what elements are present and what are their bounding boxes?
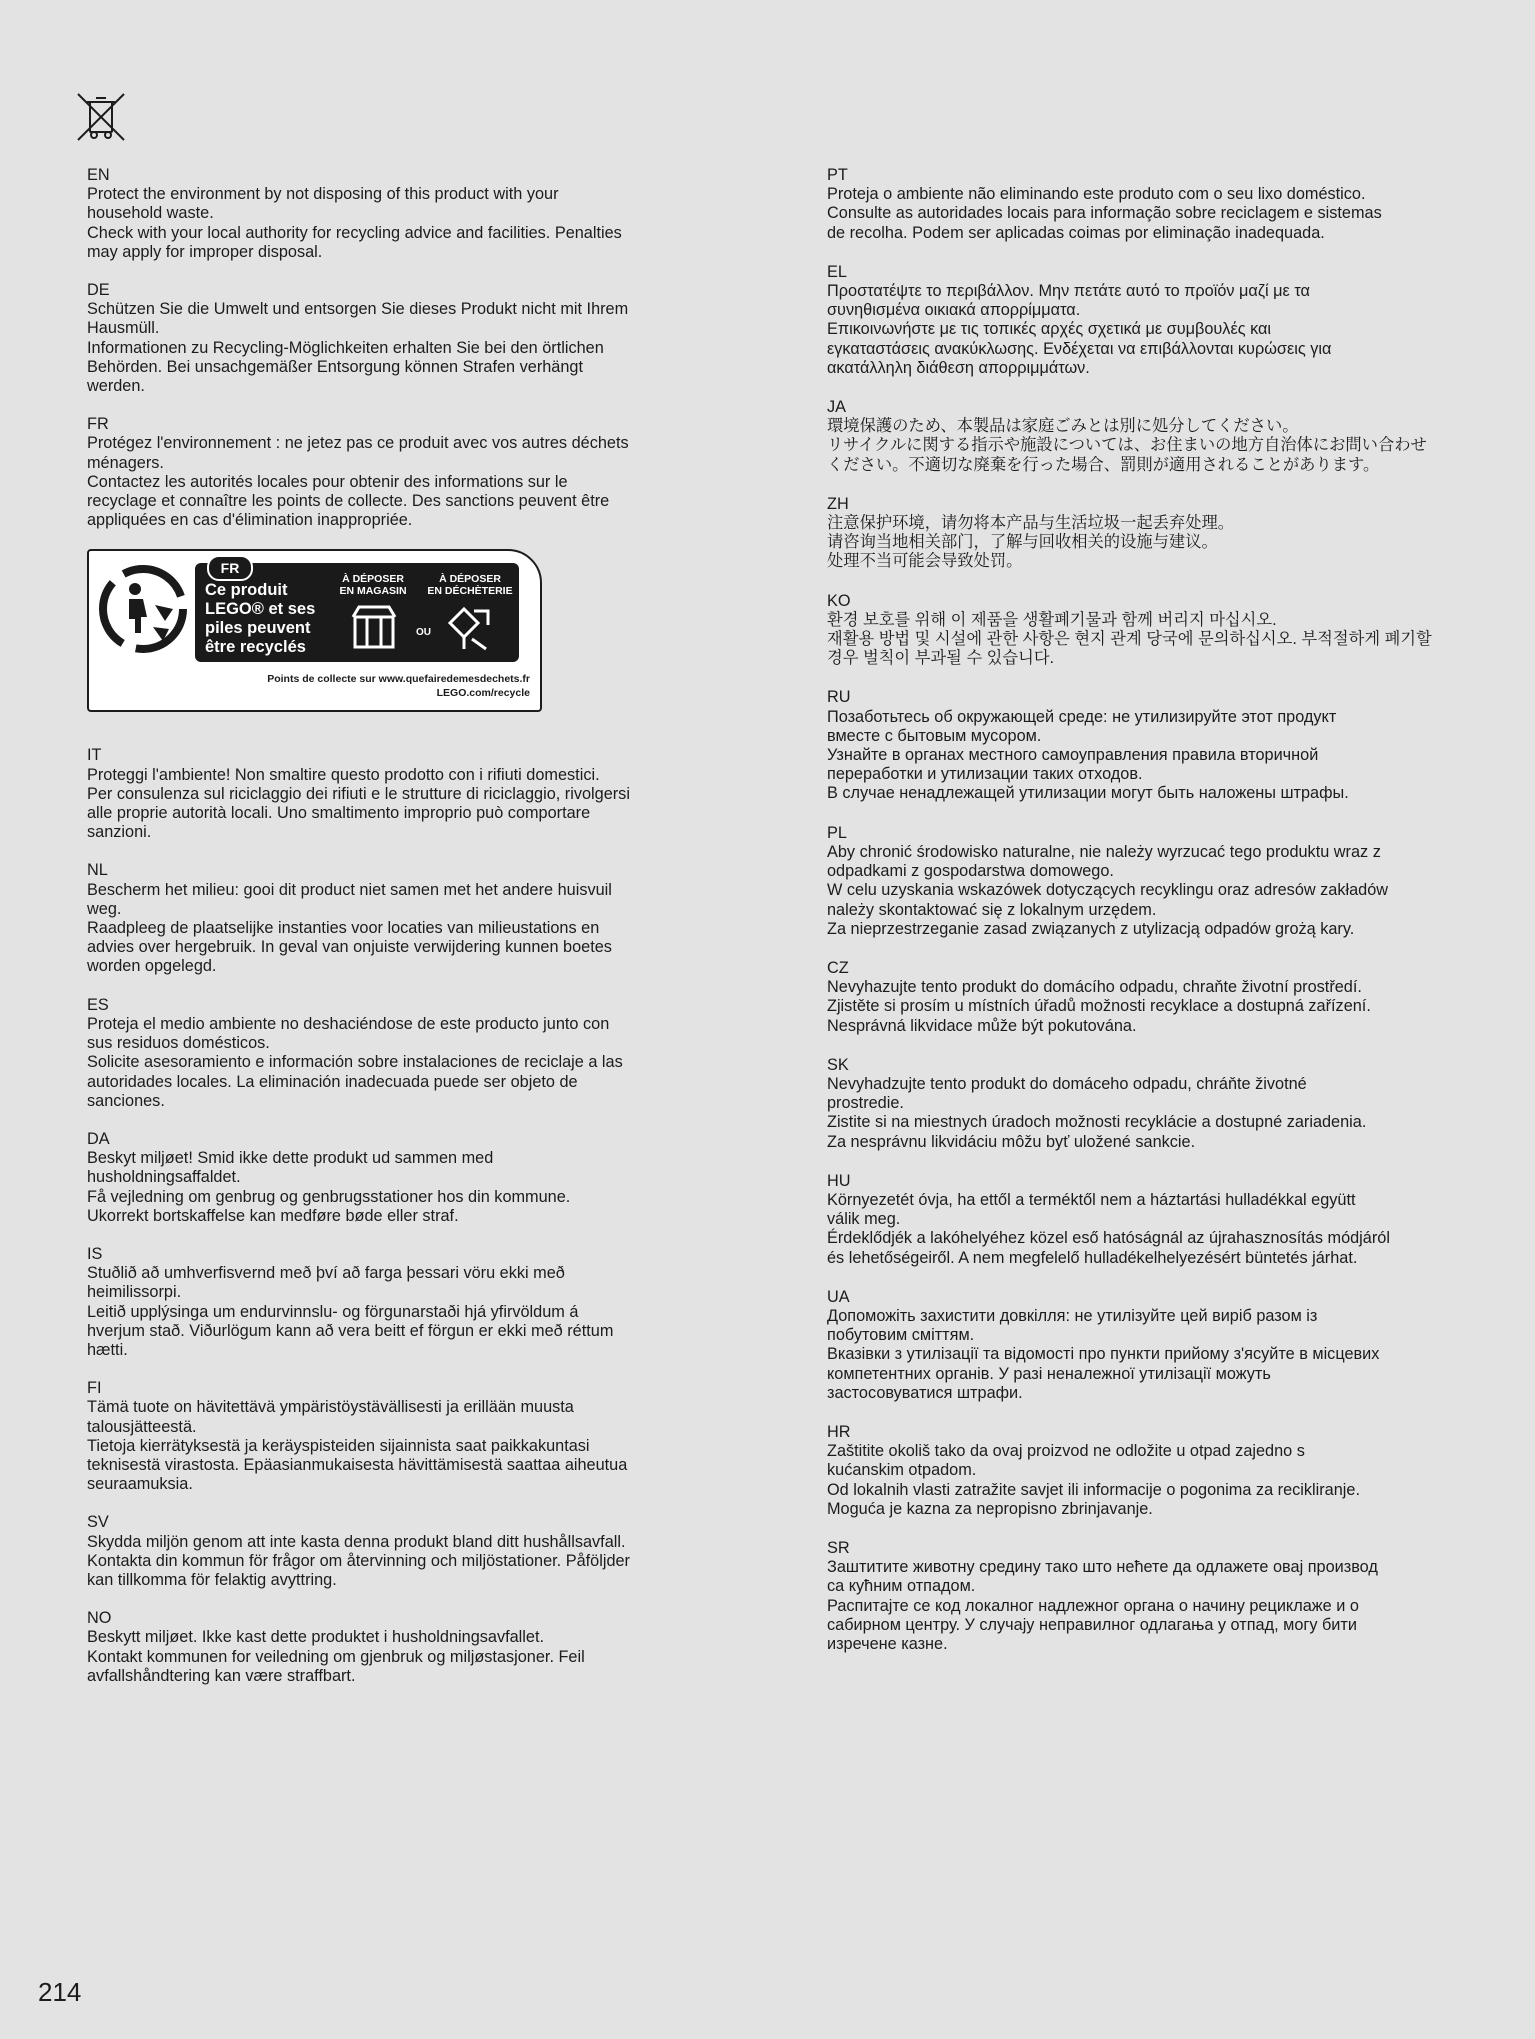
recycling-center-icon	[444, 603, 494, 653]
text-line: застосовуватися штрафи.	[827, 1383, 1023, 1402]
text-line: Za nesprávnu likvidáciu môžu byť uložené sankcie.	[827, 1132, 1196, 1151]
text-line: Kontakt kommunen for veiledning om gjenbruk og miljøstasjoner. Feil	[87, 1647, 585, 1666]
label-country-tag: FR	[207, 555, 253, 581]
text-line: de recolha. Podem ser aplicadas coimas por eliminação inadequada.	[827, 223, 1325, 242]
text-line: са кућним отпадом.	[827, 1577, 976, 1596]
text-line: побутовим сміттям.	[827, 1326, 975, 1345]
text-line: odpadkami z gospodarstwa domowego.	[827, 862, 1114, 881]
text-line: teknisestä virastosta. Epäasianmukaisesta hävittämisestä saattaa aiheutua	[87, 1455, 628, 1474]
text-line: sanzioni.	[87, 823, 152, 842]
text-line: heimilissorpi.	[87, 1283, 182, 1302]
text-line: Solicite asesoramiento e información sobre instalaciones de reciclaje a las	[87, 1053, 623, 1072]
text-line: Bescherm het milieu: gooi dit product niet samen met het andere huisvuil	[87, 880, 612, 899]
store-icon	[349, 603, 399, 653]
language-block-ru	[827, 688, 1467, 803]
text-line: Nesprávná likvidace může být pokutována.	[827, 1016, 1137, 1035]
language-block-sv	[87, 1513, 727, 1590]
text-line: Érdeklődjék a lakóhelyéhez közel eső hatóságnál az újrahasznosítás módjáról	[827, 1229, 1390, 1248]
text-line: household waste.	[87, 204, 214, 223]
label-store-heading: À DÉPOSER EN MAGASIN	[339, 573, 407, 598]
text-line: Επικοινωνήστε με τις τοπικές αρχές σχετικά με συμβουλές και	[827, 320, 1272, 339]
language-code: PT	[827, 166, 848, 184]
text-line: husholdningsaffaldet.	[87, 1168, 241, 1187]
text-line: Допоможіть захистити довкілля: не утилізуйте цей виріб разом із	[827, 1306, 1318, 1325]
language-block-sr	[827, 1539, 1467, 1654]
text-line: Zistite si na miestnych úradoch možnosti recyklácie a dostupné zariadenia.	[827, 1113, 1367, 1132]
text-line: ください。不適切な廃棄を行った場合、罰則が適用されることがあります。	[827, 455, 1380, 474]
text-line: Proteggi l'ambiente! Non smaltire questo prodotto con i rifiuti domestici.	[87, 765, 600, 784]
language-code: HU	[827, 1171, 851, 1190]
text-line: appliquées en cas d'élimination inappropriée.	[87, 511, 413, 530]
language-code: FR	[87, 415, 109, 434]
language-block-is	[87, 1245, 727, 1360]
language-code: IS	[87, 1244, 103, 1263]
text-line: Få vejledning om genbrug og genbrugsstationer hos din kommune.	[87, 1187, 571, 1206]
text-line: hverjum stað. Viðurlögum kann að vera beitt ef förgun er ekki með réttum	[87, 1321, 614, 1340]
text-line: W celu uzyskania wskazówek dotyczących recyklingu oraz adresów zakładów	[827, 881, 1389, 900]
text-line: Protégez l'environnement : ne jetez pas ce produit avec vos autres déchets	[87, 434, 629, 453]
label-or-text: OU	[416, 627, 431, 639]
language-code: ES	[87, 995, 109, 1014]
text-line: Contactez les autorités locales pour obtenir des informations sur le	[87, 472, 568, 491]
text-line: Узнайте в органах местного самоуправления правила вторичной	[827, 746, 1319, 765]
text-line: ακατάλληλη διάθεση απορριμμάτων.	[827, 358, 1090, 377]
language-code: CZ	[827, 958, 849, 977]
language-block-en	[87, 166, 727, 262]
language-block-sk	[827, 1056, 1467, 1152]
text-line: Raadpleeg de plaatselijke instanties voor locaties van milieustations en	[87, 919, 600, 938]
text-line: Od lokalnih vlasti zatražite savjet ili informacije o pogonima za recikliranje.	[827, 1480, 1360, 1499]
left-column-bottom-blocks	[87, 746, 727, 1686]
language-code: NL	[87, 861, 108, 880]
text-line: Protect the environment by not disposing of this product with your	[87, 185, 559, 204]
language-code: FI	[87, 1379, 102, 1398]
text-line: Per consulenza sul riciclaggio dei rifiuti e le strutture di riciclaggio, rivolgersi	[87, 784, 630, 803]
language-block-es	[87, 996, 727, 1111]
language-block-no	[87, 1609, 727, 1686]
language-block-zh	[827, 495, 1467, 572]
language-code: SK	[827, 1055, 849, 1074]
text-line: alle proprie autorità locali. Uno smaltimento improprio può comportare	[87, 804, 591, 823]
text-line: avfallshåndtering kan være straffbart.	[87, 1666, 356, 1685]
text-line: Proteja el medio ambiente no deshaciéndose de este producto junto con	[87, 1014, 610, 1033]
text-line: Заштитите животну средину тако што нећете да одлажете овај производ	[827, 1558, 1378, 1577]
text-line: prostredie.	[827, 1094, 904, 1113]
text-line: Hausmüll.	[87, 319, 160, 338]
text-line: Ukorrekt bortskaffelse kan medføre bøde eller straf.	[87, 1206, 459, 1225]
label-main-text: Ce produit LEGO® et ses piles peuvent être recyclés	[205, 581, 316, 657]
text-line: Вказівки з утилізації та відомості про пункти прийому з'ясуйте в місцевих	[827, 1345, 1380, 1364]
text-line: Consulte as autoridades locais para informação sobre reciclagem e sistemas	[827, 204, 1382, 223]
text-line: 재활용 방법 및 시설에 관한 사항은 현지 관계 당국에 문의하십시오. 부적절하게 폐기할	[827, 630, 1432, 649]
text-line: вместе с бытовым мусором.	[827, 726, 1042, 745]
language-block-cz	[827, 959, 1467, 1036]
language-code: UA	[827, 1287, 850, 1306]
page-number: 214	[38, 1977, 82, 2007]
text-line: сабирном центру. У случају неправилног одлагања у отпад, могу бити	[827, 1615, 1357, 1634]
text-line: sanciones.	[87, 1091, 165, 1110]
language-block-ja	[827, 398, 1467, 475]
text-line: Beskytt miljøet. Ikke kast dette produktet i husholdningsavfallet.	[87, 1628, 545, 1647]
language-code: KO	[827, 591, 851, 610]
text-line: Informationen zu Recycling-Möglichkeiten erhalten Sie bei den örtlichen	[87, 338, 604, 357]
right-column-blocks	[827, 166, 1467, 1654]
language-code: SV	[87, 1513, 109, 1532]
text-line: 경우 벌칙이 부과될 수 있습니다.	[827, 649, 1055, 668]
text-line: Leitið upplýsinga um endurvinnslu- og förgunarstaði hjá yfirvöldum á	[87, 1302, 579, 1321]
text-line: seuraamuksia.	[87, 1475, 193, 1494]
language-block-el	[827, 263, 1467, 378]
text-line: Skydda miljön genom att inte kasta denna produkt bland ditt hushållsavfall.	[87, 1532, 626, 1551]
text-line: 環境保護のため、本製品は家庭ごみとは別に処分してください。	[827, 417, 1299, 436]
text-line: 注意保护环境，请勿将本产品与生活垃圾一起丢弃处理。	[827, 514, 1235, 533]
text-line: Распитајте се код локалног надлежног органа о начину рециклаже и о	[827, 1596, 1359, 1615]
text-line: hætti.	[87, 1340, 128, 1359]
text-line: worden opgelegd.	[87, 957, 217, 976]
text-line: Позаботьтесь об окружающей среде: не утилизируйте этот продукт	[827, 707, 1337, 726]
text-line: advies over hergebruik. In geval van onjuiste verwijdering kunnen boetes	[87, 938, 612, 957]
text-line: Kontakta din kommun för frågor om återvinning och miljöstationer. Påföljder	[87, 1551, 630, 1570]
language-code: HR	[827, 1422, 851, 1441]
language-block-fi	[87, 1379, 727, 1494]
left-column-top-blocks	[87, 166, 727, 530]
text-line: Stuðlið að umhverfisvernd með því að farga þessari vöru ekki með	[87, 1264, 565, 1283]
text-line: 환경 보호를 위해 이 제품을 생활폐기물과 함께 버리지 마십시오.	[827, 610, 1277, 629]
label-footer: Points de collecte sur www.quefairedemesdechets.fr LEGO.com/recycle	[267, 673, 530, 700]
text-line: és lehetőségeiről. A nem megfelelő hulladékelhelyezésért büntetés járhat.	[827, 1248, 1358, 1267]
text-line: talousjätteestä.	[87, 1417, 197, 1436]
text-line: Nevyhazujte tento produkt do domácího odpadu, chraňte životní prostředí.	[827, 978, 1362, 997]
language-code: PL	[827, 823, 847, 842]
text-line: recyclage et connaître les points de collecte. Des sanctions peuvent être	[87, 492, 610, 511]
language-block-de	[87, 281, 727, 396]
text-line: Tämä tuote on hävitettävä ympäristöystävällisesti ja erillään muusta	[87, 1398, 574, 1417]
text-line: συνηθισμένα οικιακά απορρίμματα.	[827, 301, 1081, 320]
language-code: RU	[827, 688, 851, 707]
language-block-da	[87, 1130, 727, 1226]
text-line: werden.	[87, 377, 145, 396]
label-center-heading: À DÉPOSER EN DÉCHÈTERIE	[427, 573, 513, 598]
text-line: Környezetét óvja, ha ettől a terméktől nem a háztartási hulladékkal együtt	[827, 1190, 1356, 1209]
language-block-it	[87, 746, 727, 842]
triman-recycling-label	[87, 549, 542, 712]
text-line: 处理不当可能会导致处罚。	[827, 552, 1023, 571]
language-code: EN	[87, 166, 110, 184]
text-line: компетентних органів. У разі неналежної утилізації можуть	[827, 1364, 1271, 1383]
triman-icon	[95, 561, 191, 657]
text-line: sus residuos domésticos.	[87, 1034, 270, 1053]
language-block-fr	[87, 415, 727, 530]
text-line: В случае ненадлежащей утилизации могут быть наложены штрафы.	[827, 784, 1349, 803]
text-line: переработки и утилизации таких отходов.	[827, 765, 1143, 784]
text-line: Check with your local authority for recycling advice and facilities. Penalties	[87, 223, 622, 242]
text-line: Tietoja kierrätyksestä ja keräyspisteiden sijainnista saat paikkakuntasi	[87, 1436, 590, 1455]
text-line: εγκαταστάσεις ανακύκλωσης. Ενδέχεται να επιβάλλονται κυρώσεις για	[827, 339, 1332, 358]
language-code: SR	[827, 1538, 850, 1557]
language-code: JA	[827, 398, 847, 417]
text-line: Beskyt miljøet! Smid ikke dette produkt ud sammen med	[87, 1149, 494, 1168]
language-block-ua	[827, 1288, 1467, 1403]
text-line: Προστατέψτε το περιβάλλον. Μην πετάτε αυτό το προϊόν μαζί με τα	[827, 282, 1310, 301]
language-code: NO	[87, 1609, 112, 1628]
text-line: Zjistěte si prosím u místních úřadů možnosti recyklace a dostupná zařízení.	[827, 997, 1371, 1016]
language-code: EL	[827, 262, 847, 281]
text-line: изречене казне.	[827, 1635, 948, 1653]
text-line: Zaštitite okoliš tako da ovaj proizvod ne odložite u otpad zajedno s	[827, 1442, 1305, 1461]
language-block-hu	[827, 1172, 1467, 1268]
language-code: DA	[87, 1129, 110, 1148]
right-column	[827, 166, 1467, 1674]
crossed-out-bin-icon	[76, 92, 126, 146]
text-line: リサイクルに関する指示や施設については、お住まいの地方自治体にお問い合わせ	[827, 436, 1427, 455]
text-line: válik meg.	[827, 1210, 901, 1229]
left-column	[87, 166, 727, 1705]
text-line: kućanskim otpadom.	[827, 1461, 977, 1480]
text-line: Moguća je kazna za nepropisno zbrinjavanje.	[827, 1499, 1153, 1518]
text-line: weg.	[87, 899, 122, 918]
language-code: DE	[87, 281, 110, 300]
text-line: należy skontaktować się z lokalnym urzędem.	[827, 900, 1157, 919]
text-line: autoridades locales. La eliminación inadecuada puede ser objeto de	[87, 1072, 578, 1091]
language-code: ZH	[827, 494, 849, 513]
language-block-ko	[827, 592, 1467, 669]
text-line: Behörden. Bei unsachgemäßer Entsorgung können Strafen verhängt	[87, 357, 583, 376]
text-line: ménagers.	[87, 453, 164, 472]
text-line: kan tillkomma för felaktig avyttring.	[87, 1570, 337, 1589]
language-block-hr	[827, 1423, 1467, 1519]
text-line: Schützen Sie die Umwelt und entsorgen Sie dieses Produkt nicht mit Ihrem	[87, 300, 629, 319]
text-line: Aby chronić środowisko naturalne, nie należy wyrzucać tego produktu wraz z	[827, 842, 1381, 861]
text-line: Za nieprzestrzeganie zasad związanych z utylizacją odpadów grożą kary.	[827, 919, 1355, 938]
text-line: 请咨询当地相关部门，了解与回收相关的设施与建议。	[827, 533, 1218, 552]
text-line: may apply for improper disposal.	[87, 242, 323, 261]
language-code: IT	[87, 746, 102, 765]
text-line: Nevyhadzujte tento produkt do domáceho odpadu, chráňte životné	[827, 1074, 1307, 1093]
language-block-pl	[827, 824, 1467, 939]
language-block-pt	[827, 166, 1467, 243]
language-block-nl	[87, 861, 727, 976]
text-line: Proteja o ambiente não eliminando este produto com o seu lixo doméstico.	[827, 185, 1366, 204]
